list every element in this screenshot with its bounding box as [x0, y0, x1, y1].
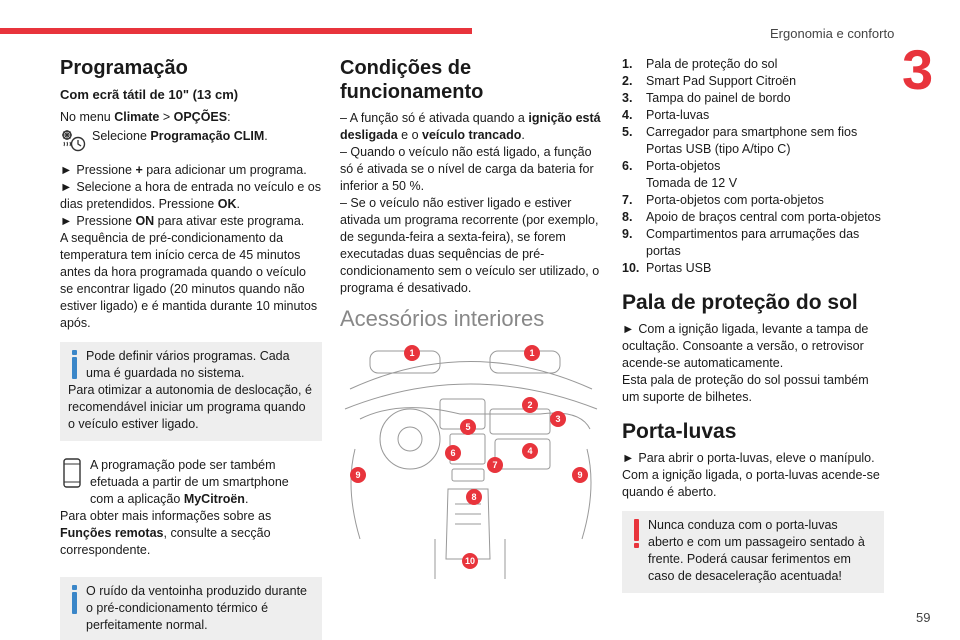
- header-accent-bar: [0, 28, 472, 34]
- list-number: 3.: [622, 91, 633, 105]
- menu-options: OPÇÕES: [173, 110, 228, 124]
- warning-box-glove: [622, 511, 884, 593]
- list-text: Pala de proteção do sol: [646, 57, 778, 71]
- column-conditions: [340, 56, 602, 579]
- arrow-icon: ►: [60, 163, 73, 177]
- interior-diagram: [340, 339, 602, 579]
- step-select-time: [60, 179, 322, 213]
- list-text: Porta-objetos: [646, 159, 721, 173]
- heading-conditions: Condições de funcionamento: [340, 57, 484, 103]
- step2-text-a: Selecione a hora de entrada no veículo e os dias pretendidos. Pressione: [60, 180, 321, 211]
- list-item: [622, 260, 884, 277]
- list-text: Compartimentos para arrumações das portas: [646, 227, 860, 258]
- heading-glove-box: Porta-luvas: [622, 420, 737, 443]
- select-clim-program: [92, 128, 268, 154]
- condition-recurring: – Se o veículo não estiver ligado e estiver ativada um programa recorrente (por exemplo, de segunda-feira a sexta-feira), se forem executadas duas sequências de pré-condicionamento sem o veículo ser utilizado, o programa é desativado.: [340, 196, 600, 295]
- list-number: 7.: [622, 193, 633, 207]
- marker-1b: 1: [529, 348, 535, 358]
- arrow-icon: ►: [60, 180, 73, 194]
- step3-text-c: para ativar este programa.: [154, 214, 305, 228]
- marker-3: 3: [555, 414, 561, 424]
- info-box-fan-noise: [60, 577, 322, 640]
- arrow-icon: ►: [622, 322, 635, 336]
- list-item: [622, 192, 884, 209]
- list-number: 8.: [622, 210, 633, 224]
- subheading-touchscreen: Com ecrã tátil de 10" (13 cm): [60, 87, 239, 102]
- phone-text-f: , consulte a secção correspondente.: [60, 526, 271, 557]
- menu-colon: :: [227, 110, 231, 124]
- list-number: 1.: [622, 57, 633, 71]
- clim-instruction: [60, 128, 322, 154]
- step1-plus: +: [135, 163, 143, 177]
- marker-2: 2: [527, 400, 533, 410]
- marker-8: 8: [471, 492, 477, 502]
- app-name: MyCitroën: [183, 492, 245, 506]
- c1-ignition-off: ignição está desligada: [340, 111, 601, 142]
- marker-9a: 9: [355, 470, 361, 480]
- smartphone-box: [60, 451, 322, 567]
- phone-text-d: Para obter mais informações sobre as: [60, 509, 272, 523]
- step-add-program: [60, 162, 322, 179]
- list-number: [622, 175, 646, 192]
- list-number: 4.: [622, 108, 633, 122]
- heading-sun-visor: Pala de proteção do sol: [622, 291, 858, 314]
- list-text: Porta-objetos com porta-objetos: [646, 193, 824, 207]
- list-number: 6.: [622, 159, 633, 173]
- sun-visor-instruction: Com a ignição ligada, levante a tampa de ocultação. Consoante a versão, o retrovisor acende-se automaticamente.: [622, 322, 869, 370]
- info-multiple-programs: Pode definir vários programas. Cada uma é guardada no sistema.: [86, 349, 290, 380]
- list-number: 10.: [622, 261, 640, 275]
- step3-on: ON: [135, 214, 155, 228]
- menu-separator: >: [159, 110, 174, 124]
- marker-7: 7: [492, 460, 498, 470]
- list-item: [622, 175, 884, 192]
- accessories-list: [622, 56, 884, 277]
- glove-box-instruction: Para abrir o porta-luvas, eleve o manípulo. Com a ignição ligada, o porta-luvas acende-se quando é aberto.: [622, 451, 880, 499]
- warning-icon: [630, 517, 642, 585]
- warning-glove-text: Nunca conduza com o porta-luvas aberto e com um passageiro sentado à frente. Poderá causar ferimentos em caso de desaceleração acentuada!: [648, 518, 865, 583]
- list-number: 9.: [622, 227, 633, 241]
- c1-text-a: – A função só é ativada quando a: [340, 111, 529, 125]
- menu-prefix: No menu: [60, 110, 115, 124]
- info-fan-noise: O ruído da ventoinha produzido durante o pré-condicionamento térmico é perfeitamente normal.: [86, 584, 307, 632]
- clim-program-icon: [60, 128, 88, 154]
- select-prefix: Selecione: [92, 129, 151, 143]
- select-clim-label: Programação CLIM: [150, 129, 265, 143]
- list-number: 2.: [622, 74, 633, 88]
- list-item: [622, 73, 884, 90]
- column-programming: [60, 56, 322, 640]
- arrow-icon: ►: [622, 451, 635, 465]
- select-suffix: .: [264, 129, 268, 143]
- list-text: Tomada de 12 V: [646, 176, 738, 190]
- marker-4: 4: [527, 446, 533, 456]
- sun-visor-ticket-text: Esta pala de proteção do sol possui também um suporte de bilhetes.: [622, 373, 869, 404]
- sun-visor-text: [622, 321, 884, 372]
- step2-text-c: .: [236, 197, 240, 211]
- phone-text-c: .: [244, 492, 249, 506]
- marker-1a: 1: [409, 348, 415, 358]
- menu-path: [60, 109, 322, 126]
- list-number: [622, 141, 646, 158]
- marker-10: 10: [464, 556, 476, 566]
- step3-text-a: Pressione: [76, 214, 136, 228]
- marker-9b: 9: [577, 470, 583, 480]
- smartphone-text: [90, 457, 314, 508]
- list-text: Portas USB (tipo A/tipo C): [646, 142, 791, 156]
- list-text: Apoio de braços central com porta-objetos: [646, 210, 881, 224]
- glove-box-text: [622, 450, 884, 501]
- step-activate: [60, 213, 322, 230]
- condition-ignition: [340, 110, 602, 144]
- list-item: [622, 124, 884, 141]
- list-text: Tampa do painel de bordo: [646, 91, 791, 105]
- arrow-icon: ►: [60, 214, 73, 228]
- smartphone-icon: [60, 457, 84, 489]
- step2-ok: OK: [217, 197, 237, 211]
- list-item: [622, 90, 884, 107]
- c1-vehicle-locked: veículo trancado: [422, 128, 522, 142]
- step1-text-c: para adicionar um programa.: [142, 163, 307, 177]
- list-number: 5.: [622, 125, 633, 139]
- interior-illustration: [340, 339, 602, 579]
- chapter-number: 3: [902, 38, 934, 101]
- list-text: Porta-luvas: [646, 108, 710, 122]
- heading-programming: Programação: [60, 57, 188, 79]
- list-text: Carregador para smartphone sem fios: [646, 125, 858, 139]
- step1-text-a: Pressione: [76, 163, 136, 177]
- marker-6: 6: [450, 448, 456, 458]
- section-title: Ergonomia e conforto: [770, 26, 895, 41]
- remote-functions-label: Funções remotas: [60, 526, 164, 540]
- phone-text-a: A programação pode ser também efetuada a partir de um smartphone com a aplicação: [90, 458, 289, 506]
- remote-functions-text: [60, 508, 314, 559]
- c1-text-e: .: [521, 128, 525, 142]
- list-item: [622, 209, 884, 226]
- column-accessories: [622, 56, 884, 593]
- condition-battery: – Quando o veículo não está ligado, a função só é ativada se o nível de carga da bateria for inferior a 50 %.: [340, 145, 594, 193]
- info-icon: [68, 583, 80, 634]
- list-text: Portas USB: [646, 261, 712, 275]
- list-item: [622, 226, 884, 260]
- list-item: [622, 56, 884, 73]
- list-item: [622, 107, 884, 124]
- list-text: Smart Pad Support Citroën: [646, 74, 797, 88]
- list-item: [622, 158, 884, 175]
- heading-interior-accessories: Acessórios interiores: [340, 306, 545, 331]
- marker-5: 5: [465, 422, 471, 432]
- page-number: 59: [916, 610, 931, 625]
- preconditioning-paragraph: A sequência de pré-condicionamento da temperatura tem início cerca de 45 minutos antes da hora programada quando o veículo se encontrar ligado (20 minutos quando não estiver ligado) e é mantida durante 10 minutos após.: [60, 231, 318, 330]
- info-box-programs: [60, 342, 322, 441]
- info-optimize-range: Para otimizar a autonomia de deslocação, é recomendável iniciar um programa quando o veículo estiver ligado.: [68, 383, 312, 431]
- info-icon: [68, 348, 80, 382]
- list-item: [622, 141, 884, 158]
- menu-climate: Climate: [114, 110, 160, 124]
- c1-text-c: e o: [397, 128, 422, 142]
